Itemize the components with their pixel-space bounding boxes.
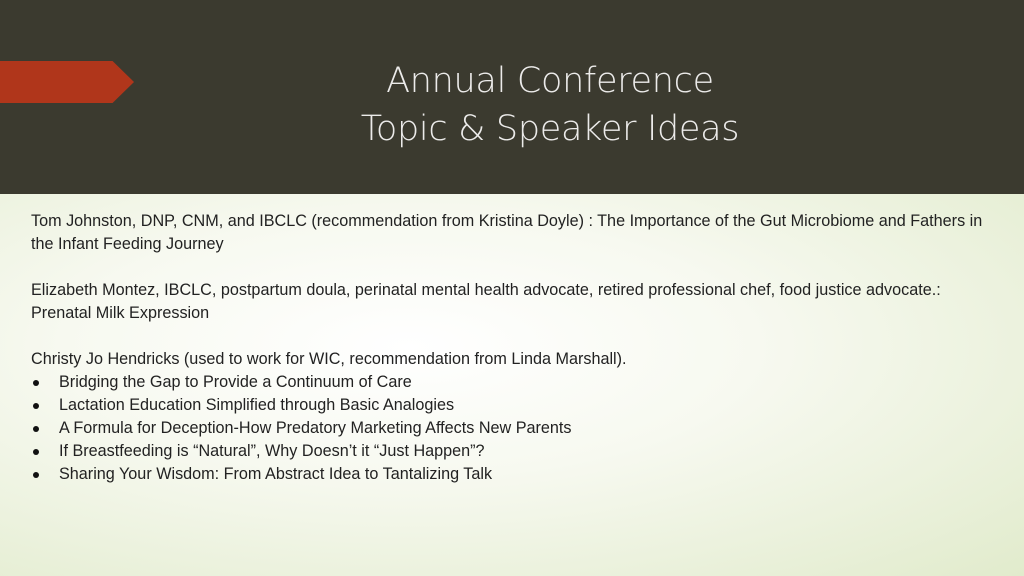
list-item (31, 463, 1001, 486)
bullet-dot-icon (33, 426, 39, 432)
slide-title-line-1: Annual Conference (386, 61, 714, 101)
slide-title (250, 57, 850, 153)
bullet-text: Bridging the Gap to Provide a Continuum of Care (59, 373, 412, 391)
list-item (31, 371, 1001, 394)
slide-title-line-2: Topic & Speaker Ideas (360, 109, 740, 149)
topic-bullet-list (31, 371, 1001, 486)
speaker-entry-christy-jo-hendricks: Christy Jo Hendricks (used to work for WIC, recommendation from Linda Marshall). (31, 350, 627, 368)
bullet-text: Lactation Education Simplified through Basic Analogies (59, 396, 455, 414)
speaker-entry-tom-johnston: Tom Johnston, DNP, CNM, and IBCLC (recommendation from Kristina Doyle) : The Importance of the Gut Microbiome and Fathers in the Infant Feeding Journey (31, 212, 983, 253)
bullet-dot-icon (33, 449, 39, 455)
bullet-text: If Breastfeeding is “Natural”, Why Doesn’t it “Just Happen”? (59, 442, 485, 460)
bullet-dot-icon (33, 472, 39, 478)
list-item (31, 394, 1001, 417)
list-item (31, 417, 1001, 440)
slide-body (31, 210, 1001, 486)
accent-arrow-shape (0, 61, 134, 103)
bullet-text: A Formula for Deception-How Predatory Marketing Affects New Parents (59, 419, 572, 437)
bullet-dot-icon (33, 380, 39, 386)
list-item (31, 440, 1001, 463)
bullet-text: Sharing Your Wisdom: From Abstract Idea to Tantalizing Talk (59, 465, 493, 483)
bullet-dot-icon (33, 403, 39, 409)
speaker-entry-elizabeth-montez: Elizabeth Montez, IBCLC, postpartum doula, perinatal mental health advocate, retired professional chef, food justice advocate.: Prenatal Milk Expression (31, 281, 941, 322)
